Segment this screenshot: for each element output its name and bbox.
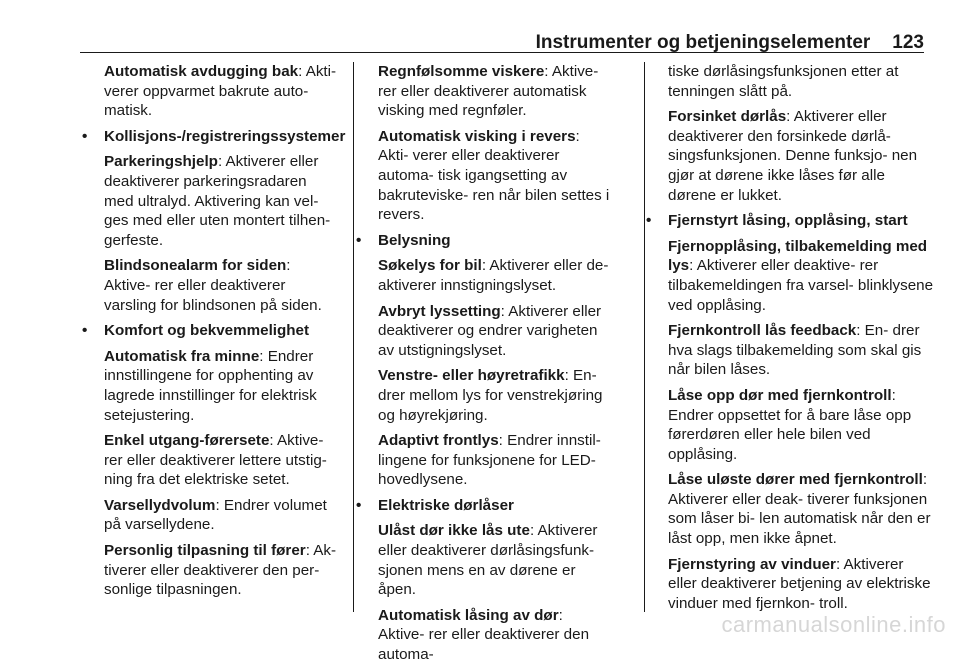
section-heading-label: Belysning: [378, 231, 451, 249]
setting-name: Varsellydvolum: [104, 496, 216, 514]
setting-description: : Endrer oppsettet for å bare låse opp førerdøren eller hele bilen ved opplåsing.: [668, 386, 912, 463]
setting-item: [654, 237, 934, 315]
setting-name: Blindsonealarm for siden: [104, 257, 287, 275]
setting-description: : En- drer hva slags tilbakemelding som skal gis når bilen låses.: [668, 322, 922, 379]
setting-description: : Endrer innstillingene for opphenting av lagrede innstillinger for elektrisk setejustering.: [104, 347, 317, 424]
setting-description: : Aktiverer eller de- aktiverer innstigningslyset.: [378, 257, 609, 294]
column-divider-2: [644, 62, 645, 612]
column-3: [654, 62, 934, 619]
section-heading: [364, 231, 612, 251]
setting-description: tiske dørlåsingsfunksjonen etter at tenningen slått på.: [668, 63, 899, 100]
setting-description: : Aktive- rer eller deaktiverer automatisk visking med regnføler.: [378, 63, 599, 120]
setting-name: Fjernopplåsing, tilbakemelding med lys: [668, 237, 928, 275]
setting-description: : Aktiverer eller deaktiverer parkeringsradaren med ultralyd. Aktivering kan vel- ges med eller uten montert tilhen- gerfeste.: [104, 153, 331, 249]
setting-name: Fjernkontroll lås feedback: [668, 322, 857, 340]
setting-description: : Endrer volumet på varsellydene.: [104, 496, 327, 534]
setting-description: : En- drer mellom lys for venstrekjøring og høyrekjøring.: [378, 367, 603, 424]
setting-item: [90, 62, 338, 121]
setting-item: [364, 366, 612, 425]
page-number: 123: [892, 32, 924, 53]
setting-item: [90, 541, 338, 600]
setting-description: : Ak- tiverer eller deaktiverer den per- sonlige tilpasningen.: [104, 542, 337, 599]
setting-name: Personlig tilpasning til fører: [104, 542, 306, 560]
section-heading-label: Elektriske dørlåser: [378, 496, 514, 514]
column-divider-1: [353, 62, 354, 612]
setting-name: Låse uløste dører med fjernkontroll: [668, 471, 923, 489]
setting-item: [654, 386, 934, 464]
section-heading: [654, 211, 934, 231]
setting-description: : Aktiverer eller deaktiverer betjening av elektriske vinduer med fjernkon- troll.: [668, 555, 931, 612]
section-heading-label: Komfort og bekvemmelighet: [104, 322, 310, 340]
page-title: Instrumenter og betjeningselementer: [535, 32, 871, 53]
section-heading: [90, 127, 346, 147]
setting-item: [364, 521, 612, 599]
setting-name: Automatisk fra minne: [104, 347, 260, 365]
setting-description: : Aktiverer eller deaktiverer dørlåsingsfunk- sjonen mens en av dørene er åpen.: [378, 522, 598, 599]
setting-description: : Aktiverer eller deaktiverer den forsinkede dørlå- singsfunksjonen. Denne funksjo- nen gjør at dørene ikke låses før alle dørene er lukket.: [668, 108, 918, 204]
setting-name: Automatisk avdugging bak: [104, 63, 299, 80]
setting-name: Regnfølsomme viskere: [378, 63, 545, 80]
setting-description: : Aktive- rer eller deaktiverer lettere utstig- ning fra det elektriske setet.: [104, 432, 327, 489]
setting-name: Parkeringshjelp: [104, 153, 218, 171]
page-header: [80, 28, 924, 54]
section-heading: [364, 496, 612, 516]
setting-item: [90, 347, 338, 425]
setting-name: Låse opp dør med fjernkontroll: [668, 386, 892, 404]
setting-description: : Akti- verer eller deaktiverer automa- tisk igangsetting av bakruteviske- ren når bilen settes i revers.: [378, 127, 610, 224]
setting-description: : Aktiverer eller deaktive- rer tilbakemeldingen fra varsel- blinklysene ved opplåsing.: [668, 257, 934, 314]
setting-item: [364, 127, 612, 225]
setting-name: Ulåst dør ikke lås ute: [378, 522, 530, 540]
setting-item: [90, 256, 338, 315]
setting-item: [364, 431, 612, 490]
section-heading-label: Kollisjons-/registreringssystemer: [104, 127, 346, 145]
setting-description: : Aktive- rer eller deaktiverer varsling for blindsonen på siden.: [104, 257, 322, 314]
setting-description: : Akti- verer oppvarmet bakrute auto- matisk.: [104, 63, 337, 120]
paragraph-continuation: [654, 62, 934, 101]
setting-item: [364, 62, 612, 121]
setting-item: [90, 431, 338, 490]
setting-item: [654, 470, 934, 548]
setting-name: Forsinket dørlås: [668, 108, 787, 126]
setting-item: [654, 321, 934, 380]
setting-item: [364, 302, 612, 361]
column-1: [90, 62, 346, 606]
setting-item: [654, 107, 934, 205]
setting-description: : Aktiverer eller deak- tiverer funksjonen som låser bi- len automatisk når den er låst opp, men ikke åpnet.: [668, 471, 931, 548]
setting-item: [90, 152, 338, 250]
setting-item: [364, 606, 612, 665]
setting-description: : Aktive- rer eller deaktiverer den automa-: [378, 606, 590, 664]
setting-description: : Aktiverer eller deaktiverer og endrer varigheten av utstigningslyset.: [378, 302, 602, 359]
section-heading: [90, 321, 338, 341]
setting-name: Venstre- eller høyretrafikk: [378, 367, 565, 385]
setting-name: Automatisk låsing av dør: [378, 606, 559, 624]
setting-name: Avbryt lyssetting: [378, 302, 501, 320]
setting-item: [654, 555, 934, 614]
setting-name: Søkelys for bil: [378, 257, 482, 275]
setting-name: Adaptivt frontlys: [378, 432, 499, 450]
section-heading-label: Fjernstyrt låsing, opplåsing, start: [668, 212, 908, 230]
column-2: [364, 62, 612, 671]
setting-item: [364, 256, 612, 295]
setting-name: Fjernstyring av vinduer: [668, 555, 836, 573]
setting-description: : Endrer innstil- lingene for funksjonene for LED- hovedlysene.: [378, 432, 601, 489]
watermark: carmanualsonline.info: [721, 612, 946, 637]
setting-name: Enkel utgang-førersete: [104, 432, 270, 450]
header-rule: [80, 52, 924, 53]
setting-item: [90, 496, 338, 535]
setting-name: Automatisk visking i revers: [378, 127, 576, 145]
